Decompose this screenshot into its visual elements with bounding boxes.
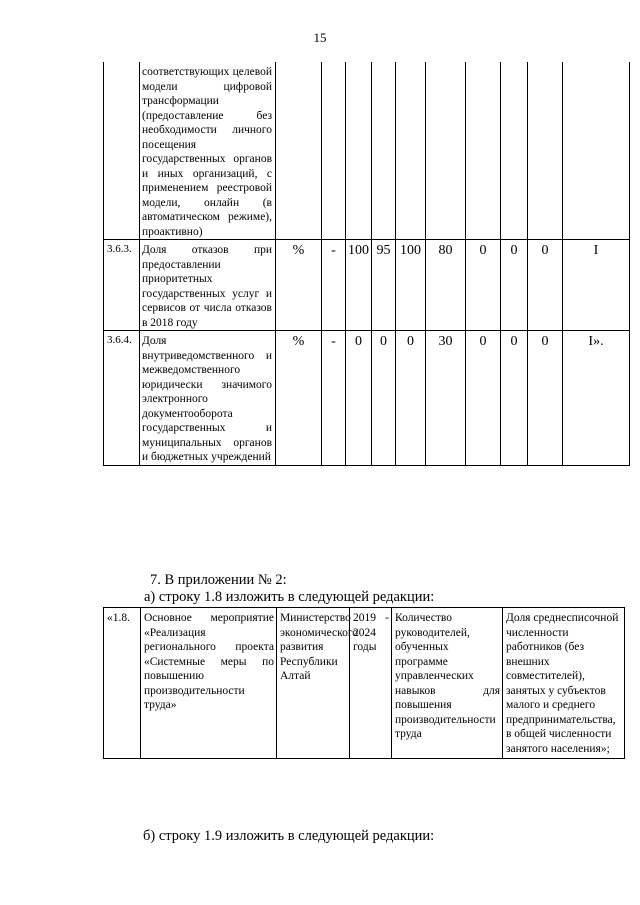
paragraph-a: а) строку 1.8 изложить в следующей редакции: bbox=[144, 589, 435, 605]
value-cell bbox=[372, 62, 396, 240]
value-cell: I». bbox=[563, 331, 630, 466]
page-number: 15 bbox=[313, 30, 327, 45]
value-cell bbox=[322, 62, 346, 240]
value-cell: 80 bbox=[426, 240, 466, 331]
value-cell bbox=[563, 62, 630, 240]
table-row bbox=[104, 62, 630, 240]
unit-cell bbox=[276, 62, 322, 240]
value-cell: 0 bbox=[396, 331, 426, 466]
value-cell bbox=[426, 62, 466, 240]
value-cell: 0 bbox=[528, 240, 563, 331]
executor: Министерство экономического развития Республики Алтай bbox=[277, 608, 350, 759]
value-cell bbox=[396, 62, 426, 240]
value-cell: 0 bbox=[466, 331, 501, 466]
value-cell: I bbox=[563, 240, 630, 331]
value-cell: 100 bbox=[346, 240, 372, 331]
row-number bbox=[104, 62, 140, 240]
value-cell: 0 bbox=[372, 331, 396, 466]
activity-table bbox=[103, 607, 625, 759]
value-cell: 30 bbox=[426, 331, 466, 466]
indicators-table bbox=[103, 62, 630, 466]
table-row bbox=[104, 608, 625, 759]
table-row bbox=[104, 331, 630, 466]
row-number: 3.6.4. bbox=[104, 331, 140, 466]
indicator-name: Доля отказов при предоставлении приоритетных государственных услуг и сервисов от числа отказов в 2018 году bbox=[140, 240, 276, 331]
value-cell: 95 bbox=[372, 240, 396, 331]
unit-cell: % bbox=[276, 331, 322, 466]
value-cell: 0 bbox=[346, 331, 372, 466]
value-cell bbox=[346, 62, 372, 240]
value-cell bbox=[528, 62, 563, 240]
period: 2019 - 2024 годы bbox=[350, 608, 392, 759]
value-cell: - bbox=[322, 331, 346, 466]
indicator-name: соответствующих целевой модели цифровой трансформации (предоставление без необходимости личного посещения государственных органов и иных организаций, с применением реестровой модели, онлайн (в автоматическом режиме), проактивно) bbox=[140, 62, 276, 240]
activity-name: Основное мероприятие «Реализация регионального проекта «Системные меры по повышению производительности труда» bbox=[141, 608, 277, 759]
table-row bbox=[104, 240, 630, 331]
value-cell: 100 bbox=[396, 240, 426, 331]
target-indicator: Доля среднесписочной численности работников (без внешних совместителей), занятых у субъектов малого и среднего предпринимательства, в общей численности занятого населения»; bbox=[503, 608, 625, 759]
value-cell: 0 bbox=[528, 331, 563, 466]
value-cell: 0 bbox=[501, 240, 528, 331]
value-cell bbox=[466, 62, 501, 240]
paragraph-b: б) строку 1.9 изложить в следующей редакции: bbox=[143, 828, 435, 844]
unit-cell: % bbox=[276, 240, 322, 331]
paragraph-7: 7. В приложении № 2: bbox=[150, 572, 287, 588]
indicator-name: Доля внутриведомственного и межведомственного юридически значимого электронного документооборота государственных и муниципальных органов и бюджетных учреждений bbox=[140, 331, 276, 466]
value-cell: 0 bbox=[501, 331, 528, 466]
value-cell: 0 bbox=[466, 240, 501, 331]
result-indicator: Количество руководителей, обученных программе управленческих навыков для повышения производительности труда bbox=[392, 608, 503, 759]
row-number: «1.8. bbox=[104, 608, 141, 759]
row-number: 3.6.3. bbox=[104, 240, 140, 331]
value-cell: - bbox=[322, 240, 346, 331]
value-cell bbox=[501, 62, 528, 240]
